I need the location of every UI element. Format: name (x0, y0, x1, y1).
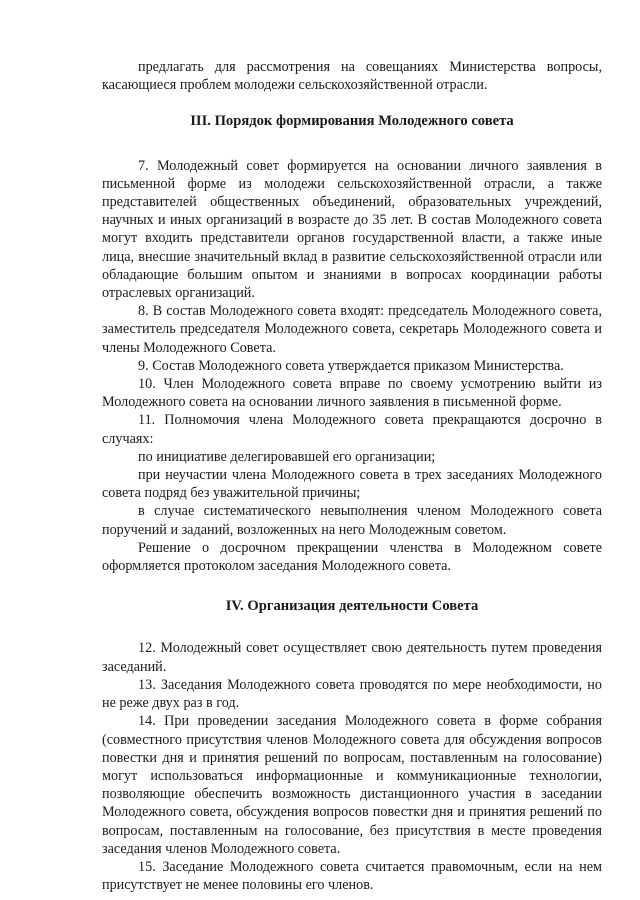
paragraph-11-case-1: по инициативе делегировавшей его организации; (138, 448, 436, 465)
section-3-body (102, 157, 602, 576)
intro-paragraph: предлагать для рассмотрения на совещаниях Министерства вопросы, касающиеся проблем молодежи сельскохозяйственной отрасли. (102, 59, 602, 94)
paragraph-8: 8. В состав Молодежного совета входят: председатель Молодежного совета, заместитель председателя Молодежного совета, секретарь Молодежного совета и члены Молодежного Совета. (102, 303, 602, 356)
section-4-body (102, 639, 602, 894)
paragraph-13: 13. Заседания Молодежного совета проводятся по мере необходимости, но не реже двух раз в год. (102, 676, 602, 712)
paragraph-11: 11. Полномочия члена Молодежного совета прекращаются досрочно в случаях: (102, 412, 602, 447)
paragraph-10: 10. Член Молодежного совета вправе по своему усмотрению выйти из Молодежного совета на основании личного заявления в письменной форме. (102, 376, 602, 411)
paragraph-9: 9. Состав Молодежного совета утверждается приказом Министерства. (138, 357, 564, 374)
paragraph-14: 14. При проведении заседания Молодежного совета в форме собрания (совместного присутствия членов Молодежного совета для обсуждения вопросов повестки дня и принятия решений по вопросам, поставленным на голосование) могут использоваться информационные и коммуникационные технологии, позволяющие обеспечить возможность дистанционного участия в заседании Молодежного совета, обсуждения вопросов повестки дня и принятия решений по вопросам, поставленным на голосование, без присутствия в месте проведения заседания членов Молодежного совета. (102, 713, 602, 857)
paragraph-7: 7. Молодежный совет формируется на основании личного заявления в письменной форме из молодежи сельскохозяйственной отрасли, а также представителей общественных объединений, образовательных учреждений, научных и иных организаций в возрасте до 35 лет. В состав Молодежного совета могут входить представители органов государственной власти, а также иные лица, внесшие значительный вклад в развитие сельскохозяйственной отрасли или обладающие большим опытом и знаниями в вопросах координации работы отраслевых организаций. (102, 157, 602, 302)
paragraph-12: 12. Молодежный совет осуществляет свою деятельность путем проведения заседаний. (102, 640, 602, 675)
document-page (102, 58, 602, 894)
section-4-heading: IV. Организация деятельности Совета (225, 598, 479, 615)
paragraph-11-case-2: при неучастии члена Молодежного совета в трех заседаниях Молодежного совета подряд без уважительной причины; (102, 467, 602, 502)
paragraph-15: 15. Заседание Молодежного совета считается правомочным, если на нем присутствует не менее половины его членов. (102, 858, 602, 894)
section-3-heading: III. Порядок формирования Молодежного совета (190, 113, 514, 130)
paragraph-11-case-3: в случае систематического невыполнения членом Молодежного совета поручений и заданий, возложенных на него Молодежным советом. (102, 503, 602, 538)
paragraph-termination-decision: Решение о досрочном прекращении членства в Молодежном совете оформляется протоколом заседания Молодежного совета. (102, 539, 602, 575)
